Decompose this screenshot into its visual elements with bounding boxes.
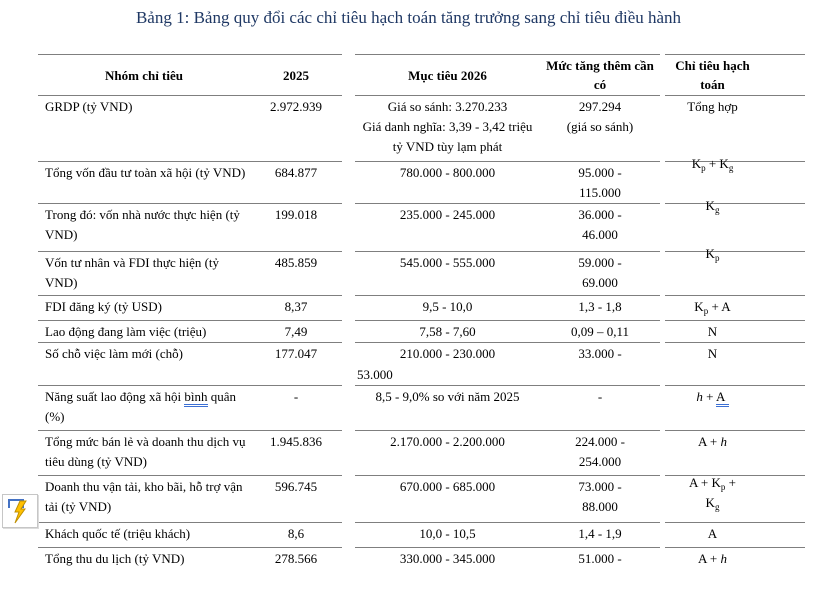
cell-target-2026: 235.000 - 245.000 xyxy=(355,204,540,252)
cell-target-2026: 9,5 - 10,0 xyxy=(355,296,540,321)
cell-required-increase: 36.000 - 46.000 xyxy=(540,204,660,252)
cell-indicator-group: Khách quốc tế (triệu khách) xyxy=(38,523,250,548)
indicator-formula: Tổng hợp xyxy=(687,98,738,114)
indicator-formula: N xyxy=(707,346,718,362)
conversion-table xyxy=(38,54,805,584)
cell-2025-value: 8,6 xyxy=(250,523,342,548)
column-gap xyxy=(342,548,355,584)
indicator-formula: A + h xyxy=(697,433,727,449)
cell-indicator-group: Lao động đang làm việc (triệu) xyxy=(38,321,250,343)
column-header-required-increase: Mức tăng thêm cần có xyxy=(540,54,660,96)
cell-target-2026: 545.000 - 555.000 xyxy=(355,252,540,296)
cell-target-2026: 8,5 - 9,0% so với năm 2025 xyxy=(355,386,540,431)
cell-target-2026: 670.000 - 685.000 xyxy=(355,476,540,523)
table-row xyxy=(38,155,805,204)
cell-accounting-indicator xyxy=(665,198,805,252)
page-title: Bảng 1: Bảng quy đổi các chỉ tiêu hạch toán tăng trưởng sang chỉ tiêu điều hành xyxy=(135,8,682,27)
table-row xyxy=(38,523,805,548)
cell-indicator-group: Doanh thu vận tải, kho bãi, hỗ trợ vận tải (tỷ VND) xyxy=(38,476,250,523)
cell-required-increase: 297.294 (giá so sánh) xyxy=(540,96,660,162)
column-header-indicator-group: Nhóm chỉ tiêu xyxy=(38,54,250,96)
indicator-formula: $K_p + A$ xyxy=(694,299,731,317)
indicator-formula: h + A xyxy=(696,389,728,407)
column-gap xyxy=(342,431,355,476)
cell-required-increase: 95.000 - 115.000 xyxy=(540,162,660,204)
cell-accounting-indicator xyxy=(665,96,805,162)
cell-accounting-indicator xyxy=(665,386,805,431)
cell-2025-value: 684.877 xyxy=(250,162,342,204)
cell-indicator-group: Tổng thu du lịch (tỷ VND) xyxy=(45,550,185,566)
cell-required-increase: - xyxy=(540,386,660,431)
cell-indicator-group: Số chỗ việc làm mới (chỗ) xyxy=(38,343,250,385)
cell-accounting-indicator xyxy=(665,246,805,296)
table-row xyxy=(38,321,805,343)
indicator-formula: $K_p + K_g$ xyxy=(691,155,734,173)
cell-required-increase: 33.000 - xyxy=(540,343,660,385)
cell-accounting-indicator xyxy=(665,548,805,584)
cell-accounting-indicator xyxy=(665,476,805,523)
column-header-target-2026: Mục tiêu 2026 xyxy=(355,54,540,96)
cell-accounting-indicator xyxy=(665,431,805,476)
cell-2025-value: - xyxy=(250,386,342,431)
cell-indicator-group: FDI đăng ký (tỷ USD) xyxy=(38,296,250,321)
indicator-formula: A xyxy=(707,525,718,541)
table-row xyxy=(38,246,805,296)
cell-indicator-group: Tổng vốn đầu tư toàn xã hội (tỷ VND) xyxy=(38,162,250,204)
lightning-bolt-icon xyxy=(12,500,30,524)
column-gap xyxy=(342,296,355,321)
column-gap xyxy=(342,476,355,523)
indicator-formula: N xyxy=(707,324,718,340)
cell-2025-value: 485.859 xyxy=(250,252,342,296)
table-row xyxy=(38,343,805,385)
cell-target-2026: 780.000 - 800.000 xyxy=(355,162,540,204)
cell-required-increase: 73.000 - 88.000 xyxy=(540,476,660,523)
cell-2025-value: 7,49 xyxy=(250,321,342,343)
cell-2025-value: 8,37 xyxy=(250,296,342,321)
table-header-row xyxy=(38,54,805,96)
column-gap xyxy=(342,96,355,162)
table-body xyxy=(38,96,805,584)
table-row xyxy=(38,198,805,252)
cell-target-2026: 7,58 - 7,60 xyxy=(355,321,540,343)
cell-2025-value: 596.745 xyxy=(250,476,342,523)
indicator-formula: $K_g$ xyxy=(705,198,720,216)
column-gap xyxy=(342,321,355,343)
cell-required-increase: 1,4 - 1,9 xyxy=(540,523,660,548)
column-gap xyxy=(342,204,355,252)
indicator-formula: A + h xyxy=(697,550,727,566)
cell-indicator-group: Vốn tư nhân và FDI thực hiện (tỷ VND) xyxy=(38,252,250,296)
cell-2025-value: 1.945.836 xyxy=(250,431,342,476)
cell-2025-value: 2.972.939 xyxy=(250,96,342,162)
column-gap xyxy=(342,252,355,296)
cell-target-2026: 10,0 - 10,5 xyxy=(355,523,540,548)
table-row xyxy=(38,96,805,162)
column-gap xyxy=(342,386,355,431)
indicator-formula: $A + K_p$ + $K_g$ xyxy=(689,474,736,512)
cell-required-increase: 0,09 – 0,11 xyxy=(540,321,660,343)
cell-indicator-group: GRDP (tỷ VND) xyxy=(38,96,250,162)
cell-target-2026: 2.170.000 - 2.200.000 xyxy=(355,431,540,476)
cell-accounting-indicator xyxy=(665,155,805,204)
cell-accounting-indicator xyxy=(665,296,805,321)
table-row xyxy=(38,386,805,431)
cell-2025-value: 278.566 xyxy=(274,550,318,566)
cell-required-increase: 1,3 - 1,8 xyxy=(540,296,660,321)
cell-indicator-group: Trong đó: vốn nhà nước thực hiện (tỷ VND) xyxy=(38,204,250,252)
cell-2025-value: 199.018 xyxy=(250,204,342,252)
table-row xyxy=(38,296,805,321)
cell-required-increase: 224.000 - 254.000 xyxy=(540,431,660,476)
cell-accounting-indicator xyxy=(665,343,805,385)
column-header-accounting-indicator: Chỉ tiêu hạch toán xyxy=(665,54,805,96)
cell-required-increase: 51.000 - xyxy=(578,550,622,566)
cell-indicator-group: Tổng mức bán lẻ và doanh thu dịch vụ tiêu dùng (tỷ VND) xyxy=(38,431,250,476)
cell-accounting-indicator xyxy=(665,321,805,343)
cell-indicator-group: Năng suất lao động xã hội bình quân (%) xyxy=(38,386,250,431)
table-row xyxy=(38,548,805,584)
column-gap xyxy=(342,523,355,548)
cell-2025-value: 177.047 xyxy=(250,343,342,385)
autocorrect-options-button[interactable] xyxy=(2,494,38,528)
table-row xyxy=(38,431,805,476)
cell-target-2026: Giá so sánh: 3.270.233 Giá danh nghĩa: 3,39 - 3,42 triệu tỷ VND tùy lạm phát xyxy=(355,96,540,162)
indicator-formula: $K_p$ xyxy=(705,246,720,264)
table-row xyxy=(38,476,805,523)
cell-required-increase: 59.000 - 69.000 xyxy=(540,252,660,296)
column-gap xyxy=(342,162,355,204)
cell-target-2026: 210.000 - 230.000 53.000 xyxy=(355,343,540,385)
column-gap xyxy=(342,343,355,385)
cell-target-2026: 330.000 - 345.000 xyxy=(399,550,496,566)
column-gap xyxy=(342,54,355,96)
cell-accounting-indicator xyxy=(665,523,805,548)
column-header-2025: 2025 xyxy=(250,54,342,96)
